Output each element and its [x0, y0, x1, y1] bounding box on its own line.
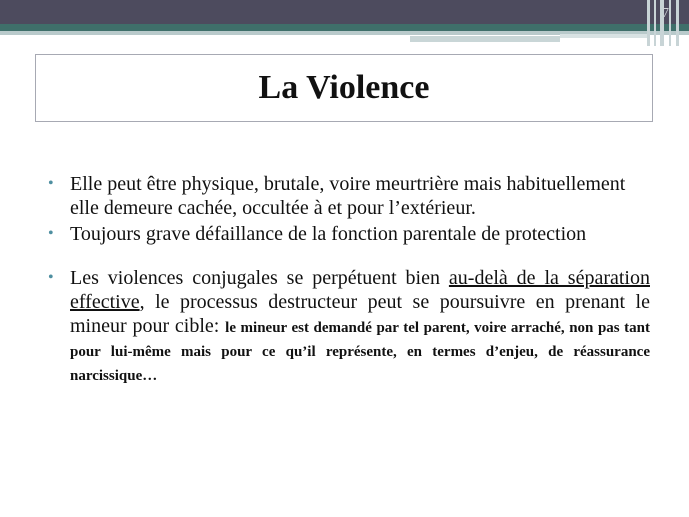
bullet-dot-icon: •: [48, 225, 54, 242]
bullet-item: [48, 266, 650, 386]
bullet-small-text: le mineur est demandé par tel parent, voire arraché, non pas tant pour lui-même mais pour ce qu’il représente, en termes d’enjeu, de réassurance narcissique…: [70, 320, 651, 384]
bullet-dot-icon: •: [48, 269, 54, 286]
bullet-text-part-2: , le processus destructeur peut se poursuivre en prenant le mineur pour cible:: [70, 291, 650, 337]
bullet-text: Toujours grave défaillance de la fonction parentale de protection: [70, 223, 587, 245]
bullet-dot-icon: •: [48, 175, 54, 192]
bullet-text-part-1: Les violences conjugales se perpétuent bien: [70, 267, 449, 289]
slide-title: La Violence: [258, 69, 430, 106]
title-box: [35, 54, 653, 122]
bullet-text: Elle peut être physique, brutale, voire meurtrière mais habituellement elle demeure cachée, occultée à et pour l’extérieur.: [70, 173, 626, 219]
bullet-underlined-text: au-delà de la séparation effective: [70, 267, 650, 313]
slide-number: 7: [662, 6, 669, 21]
light-strip-accent: [410, 36, 560, 42]
bullet-item: [48, 172, 650, 220]
slide-content: [48, 172, 650, 386]
bullet-item: [48, 222, 650, 246]
light-strip-accent-2: [560, 34, 650, 38]
top-band: [0, 0, 689, 24]
teal-strip: [0, 24, 689, 31]
